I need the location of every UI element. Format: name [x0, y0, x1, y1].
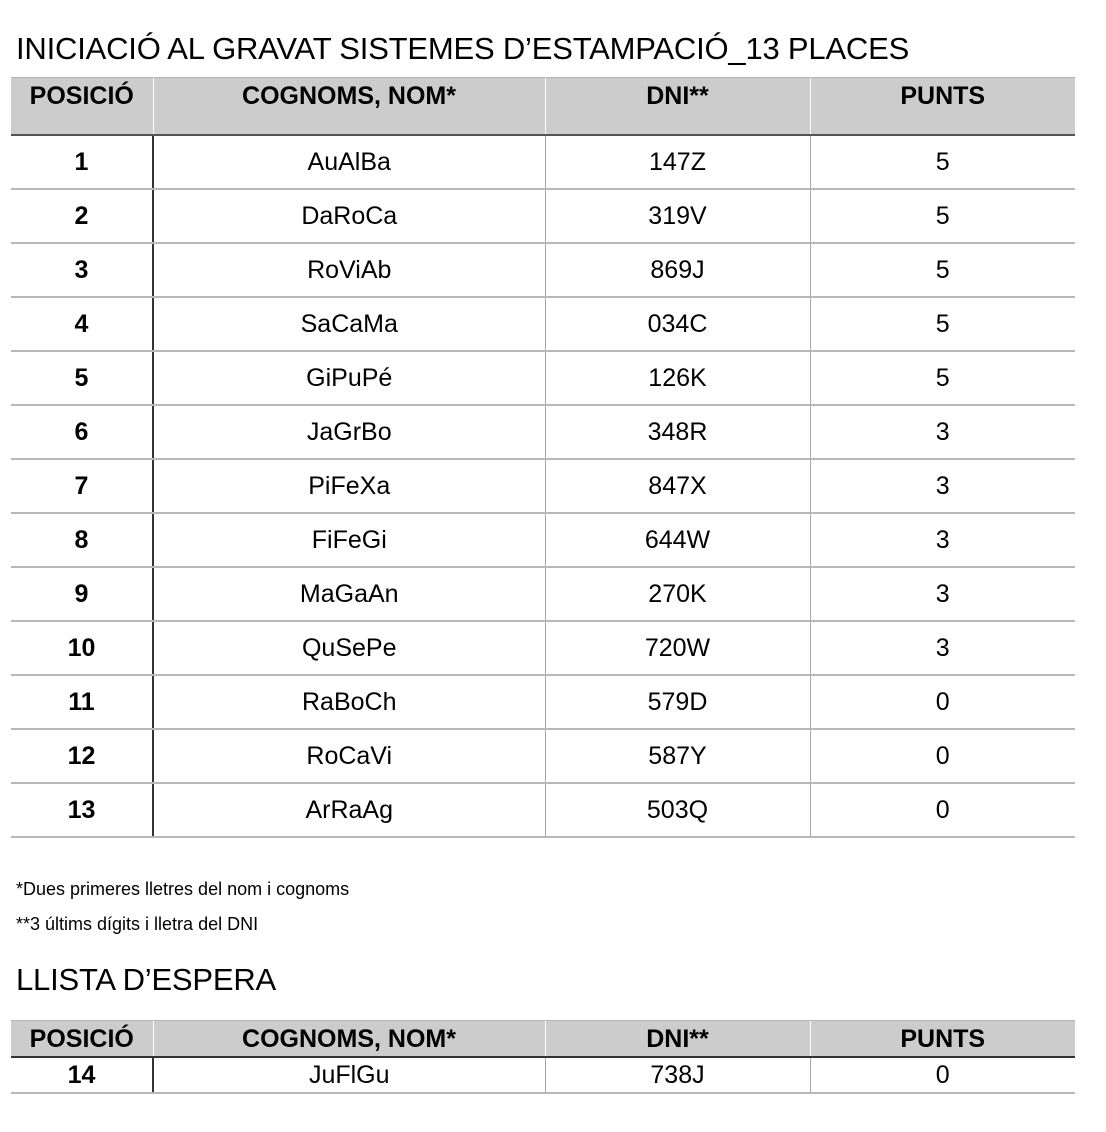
table-header-row — [11, 1021, 1075, 1058]
cell-position: 13 — [11, 783, 153, 837]
table-row — [11, 297, 1075, 351]
cell-name: AuAlBa — [153, 135, 545, 189]
cell-position: 8 — [11, 513, 153, 567]
waitlist-table — [11, 1020, 1075, 1094]
table-row — [11, 351, 1075, 405]
cell-name: GiPuPé — [153, 351, 545, 405]
cell-name: SaCaMa — [153, 297, 545, 351]
cell-position: 9 — [11, 567, 153, 621]
cell-dni: 034C — [545, 297, 810, 351]
cell-dni: 270K — [545, 567, 810, 621]
table-row — [11, 729, 1075, 783]
cell-points: 5 — [810, 189, 1075, 243]
cell-points: 0 — [810, 675, 1075, 729]
footnote-name: *Dues primeres lletres del nom i cognoms — [16, 879, 350, 899]
cell-position: 12 — [11, 729, 153, 783]
cell-name: RaBoCh — [153, 675, 545, 729]
header-position: POSICIÓ — [11, 78, 153, 136]
table-row — [11, 243, 1075, 297]
table-row — [11, 675, 1075, 729]
cell-name: ArRaAg — [153, 783, 545, 837]
table-row — [11, 783, 1075, 837]
cell-points: 0 — [810, 783, 1075, 837]
cell-points: 5 — [810, 243, 1075, 297]
cell-name: QuSePe — [153, 621, 545, 675]
cell-position: 5 — [11, 351, 153, 405]
cell-name: JaGrBo — [153, 405, 545, 459]
cell-dni: 869J — [545, 243, 810, 297]
cell-position: 11 — [11, 675, 153, 729]
cell-points: 3 — [810, 567, 1075, 621]
cell-name: FiFeGi — [153, 513, 545, 567]
header-dni: DNI** — [545, 1021, 810, 1058]
cell-name: RoViAb — [153, 243, 545, 297]
cell-dni: 587Y — [545, 729, 810, 783]
cell-name: PiFeXa — [153, 459, 545, 513]
cell-position: 4 — [11, 297, 153, 351]
header-name: COGNOMS, NOM* — [153, 78, 545, 136]
cell-dni: 126K — [545, 351, 810, 405]
cell-dni: 503Q — [545, 783, 810, 837]
cell-points: 5 — [810, 135, 1075, 189]
header-name: COGNOMS, NOM* — [153, 1021, 545, 1058]
cell-position: 2 — [11, 189, 153, 243]
header-position: POSICIÓ — [11, 1021, 153, 1058]
cell-dni: 579D — [545, 675, 810, 729]
cell-points: 3 — [810, 621, 1075, 675]
cell-dni: 720W — [545, 621, 810, 675]
cell-dni: 348R — [545, 405, 810, 459]
table-row — [11, 621, 1075, 675]
admissions-table — [11, 77, 1075, 838]
waitlist-title: LLISTA D’ESPERA — [16, 962, 277, 997]
table-row — [11, 405, 1075, 459]
footnote-dni: **3 últims dígits i lletra del DNI — [16, 914, 259, 934]
cell-points: 3 — [810, 513, 1075, 567]
table-row — [11, 459, 1075, 513]
cell-position: 6 — [11, 405, 153, 459]
cell-points: 3 — [810, 405, 1075, 459]
cell-dni: 319V — [545, 189, 810, 243]
table-row — [11, 135, 1075, 189]
cell-name: MaGaAn — [153, 567, 545, 621]
cell-dni: 644W — [545, 513, 810, 567]
cell-name: JuFlGu — [153, 1057, 545, 1093]
cell-name: RoCaVi — [153, 729, 545, 783]
cell-position: 1 — [11, 135, 153, 189]
cell-points: 3 — [810, 459, 1075, 513]
cell-position: 3 — [11, 243, 153, 297]
cell-points: 0 — [810, 1057, 1075, 1093]
header-points: PUNTS — [810, 78, 1075, 136]
header-points: PUNTS — [810, 1021, 1075, 1058]
table-row — [11, 189, 1075, 243]
cell-dni: 847X — [545, 459, 810, 513]
header-dni: DNI** — [545, 78, 810, 136]
table-row — [11, 1057, 1075, 1093]
page-title: INICIACIÓ AL GRAVAT SISTEMES D’ESTAMPACIÓ_13 PLACES — [16, 31, 910, 66]
cell-position: 14 — [11, 1057, 153, 1093]
cell-name: DaRoCa — [153, 189, 545, 243]
cell-position: 10 — [11, 621, 153, 675]
cell-points: 5 — [810, 297, 1075, 351]
table-row — [11, 567, 1075, 621]
cell-position: 7 — [11, 459, 153, 513]
cell-points: 5 — [810, 351, 1075, 405]
table-row — [11, 513, 1075, 567]
cell-dni: 738J — [545, 1057, 810, 1093]
cell-points: 0 — [810, 729, 1075, 783]
cell-dni: 147Z — [545, 135, 810, 189]
table-header-row — [11, 78, 1075, 136]
